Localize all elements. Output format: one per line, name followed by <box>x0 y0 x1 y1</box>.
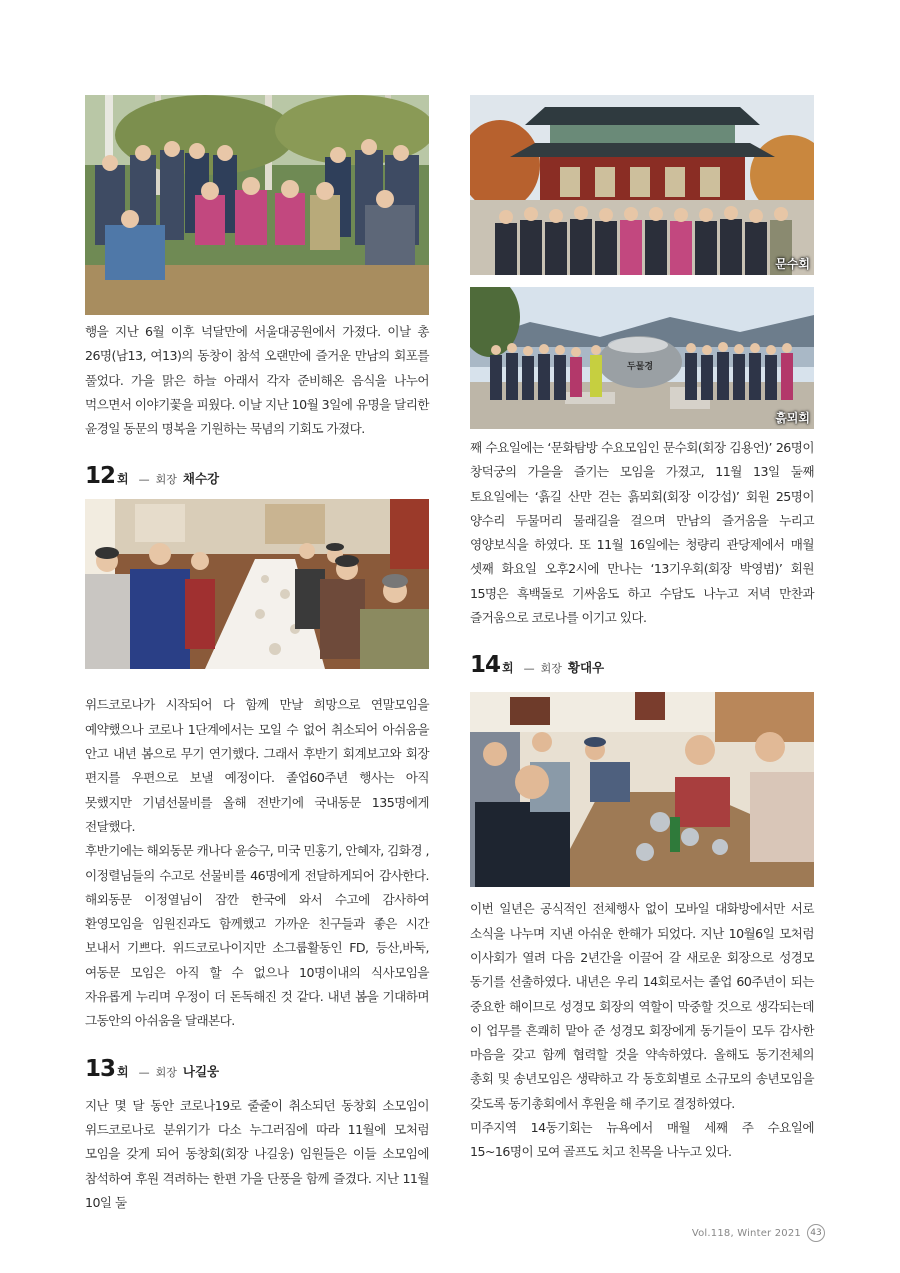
stone-inscription: 두물경 <box>627 362 654 372</box>
paragraph-11th-continued: 행을 지난 6월 이후 넉달만에 서울대공원에서 가졌다. 이날 총 26명(남13, 여13)의 동창이 참석 오랜만에 즐거운 만남의 회포를 풀었다. 가을 맑은 하늘 아래서 각자 준비해온 음식을 나누어 먹으면서 이야기꽃을 피웠다. 이날 지난 10월 3일에 유명을 달리한 윤경일 동문의 명복을 기원하는 묵념의 기회도 가졌다. <box>85 324 429 437</box>
paragraph-13th: 지난 몇 달 동안 코로나19로 줄줄이 취소되던 동창회 소모임이 위드코로나로 분위기가 다소 누그러짐에 따라 11월에 모처럼 모임을 갖게 되어 동창회(회장 나길웅) 임원들은 이들 소모임에 참석하여 후원 격려하는 한편 가을 단풍을 함께 즐겼다. 지난 11월 10일 둘 <box>85 1097 429 1210</box>
section-role: 회장 <box>155 473 177 487</box>
section-dash: — <box>523 662 535 676</box>
section-suffix: 회 <box>117 1064 129 1079</box>
section-suffix: 회 <box>502 661 514 676</box>
section-number: 13 <box>85 1055 116 1082</box>
photo-caption-munsu: 문수회 <box>775 257 810 271</box>
section-president-name: 채수강 <box>182 471 220 487</box>
section-president-name: 나길웅 <box>182 1063 220 1079</box>
section-role: 회장 <box>155 1065 177 1079</box>
section-president-name: 황대우 <box>567 660 605 676</box>
left-column <box>85 95 429 1215</box>
section-dash: — <box>138 1065 150 1079</box>
section-heading-12 <box>85 463 429 489</box>
section-role: 회장 <box>540 662 562 676</box>
right-column <box>470 95 814 1165</box>
section-heading-14 <box>470 652 814 678</box>
issue-label: Vol.118, Winter 2021 <box>691 1227 801 1239</box>
photo-restaurant-dinner <box>85 499 429 669</box>
section-number: 14 <box>470 652 501 679</box>
section-suffix: 회 <box>117 472 129 487</box>
section-number: 12 <box>85 463 116 490</box>
paragraph-14th-a: 이번 일년은 공식적인 전체행사 없이 모바일 대화방에서만 서로 소식을 나누며 지낸 아쉬운 한해가 되었다. 지난 10월6일 모처럼 이사회가 열려 다음 2년간을 이끌어 갈 새로운 회장으로 성경모 동기를 선출하였다. 내년은 우리 14회로서는 졸업 60주년이 되는 중요한 해이므로 성경모 회장의 역할이 막중할 것으로 생각되는데 이 업무를 흔쾌히 맡아 준 성경모 회장에게 동기들이 모두 감사한 마음을 갖고 함께 협력할 것을 약속하였다. 올해도 동기전체의 총회 및 송년모임은 생략하고 각 동호회별로 소규모의 송년모임을 갖도록 동기총회에서 후원을 해 주기로 결정하였다. <box>470 901 814 1111</box>
photo-restaurant-14th <box>470 692 814 887</box>
photo-park-gathering <box>85 95 429 315</box>
section-heading-13 <box>85 1056 429 1082</box>
photo-caption-heukmoe: 흙뫼회 <box>775 411 810 425</box>
section-dash: — <box>138 473 150 487</box>
paragraph-14th-b: 미주지역 14동기회는 뉴욕에서 매월 세째 주 수요일에 15~16명이 모여 골프도 치고 친목을 나누고 있다. <box>470 1120 814 1160</box>
paragraph-13th-continued: 째 수요일에는 ‘문화탐방 수요모임인 문수회(회장 김용언)’ 26명이 창덕궁의 가을을 즐기는 모임을 가졌고, 11월 13일 둘째 토요일에는 ‘흙길 산만 걷는 흙뫼회(회장 이강섭)’ 회원 25명이 양수리 두물머리 물래길을 걸으며 만남의 즐거움을 누리고 영양보식을 하였다. 또 11월 16일에는 청량리 관당제에서 매월 셋째 화요일 오후2시에 만나는 ‘13기우회(회장 박영범)’ 회원 15명은 흑백돌로 기싸움도 하고 수담도 나누고 저녁 만찬과 즐거움으로 코로나를 이기고 있다. <box>470 440 814 626</box>
page-number: 43 <box>807 1224 825 1242</box>
photo-dumulmeori-gathering <box>470 287 814 429</box>
page-footer <box>692 1224 825 1242</box>
paragraph-12th-a: 위드코로나가 시작되어 다 함께 만날 희망으로 연말모임을 예약했으나 코로나 1단계에서는 모일 수 없어 취소되어 아쉬움을 안고 내년 봄으로 무기 연기했다. 그래서 후반기 회계보고와 회장 편지를 우편으로 보낼 예정이다. 졸업60주년 행사는 아직 못했지만 기념선물비를 올해 전반기에 국내동문 135명에게 전달했다. <box>85 697 429 834</box>
photo-palace-gathering <box>470 95 814 275</box>
paragraph-12th-b: 후반기에는 해외동문 캐나다 윤승구, 미국 민홍기, 안혜자, 김화경 ,이정렬님들의 수고로 선물비를 46명에게 전달하게되어 감사한다. 해외동문 이정열님이 잠깐 한국에 와서 수고에 감사하여 환영모임을 임원진과도 함께했고 가까운 친구들과 좋은 시간 보내서 기쁘다. 위드코로나이지만 소그룹활동인 FD, 등산,바둑, 여동문 모임은 아직 할 수 없으나 10명이내의 식사모임을 자유롭게 누리며 우정이 더 돈독해진 것 같다. 내년 봄을 기대하며 그동안의 아쉬움을 달래본다. <box>85 843 429 1029</box>
